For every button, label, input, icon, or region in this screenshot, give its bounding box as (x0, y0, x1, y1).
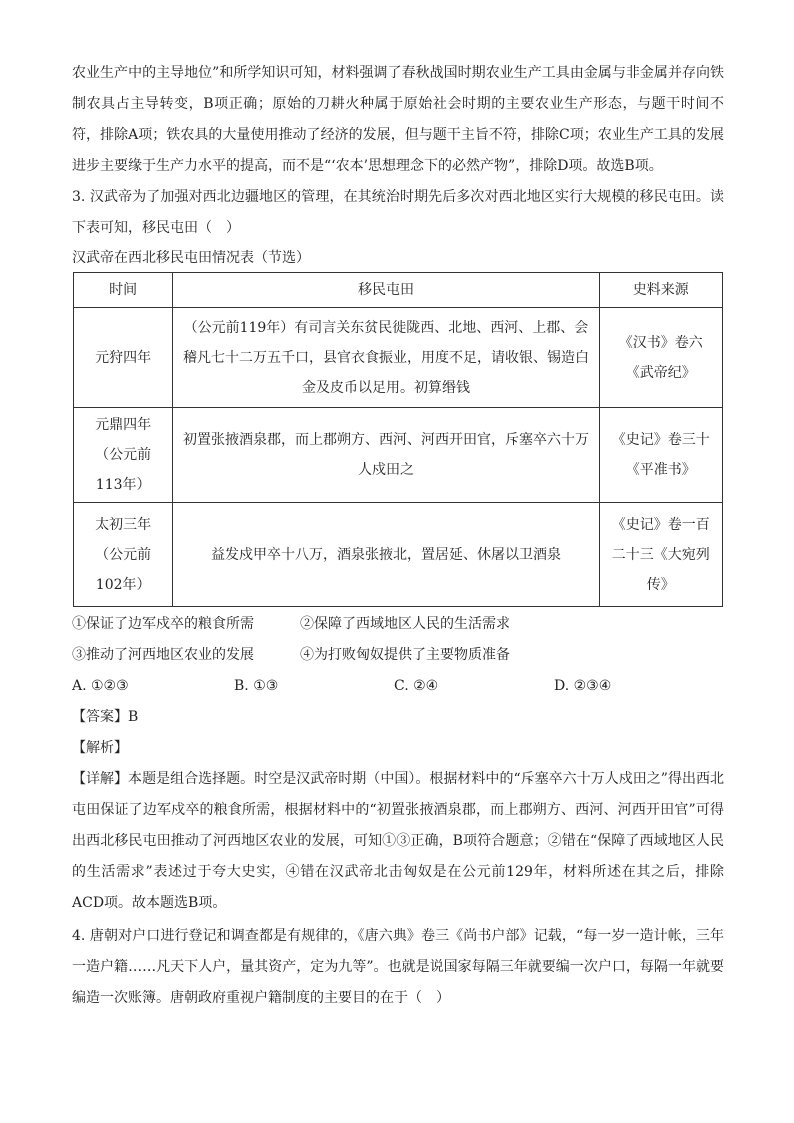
statement-4: ④为打败匈奴提供了主要物质准备 (300, 647, 510, 663)
table-header-row (74, 273, 723, 308)
table-row (74, 308, 723, 408)
header-time: 时间 (74, 273, 173, 308)
cell-content: 益发戍甲卒十八万，酒泉张掖北，置居延、休屠以卫酒泉 (173, 503, 599, 607)
statement-2: ②保障了西域地区人民的生活需求 (300, 616, 510, 632)
table-row (74, 408, 723, 503)
cell-source: 《史记》卷一百二十三《大宛列传》 (599, 503, 722, 607)
table-caption: 汉武帝在西北移民屯田情况表（节选） (72, 250, 310, 266)
statement-3: ③推动了河西地区农业的发展 (72, 647, 254, 663)
cell-content: （公元前119年）有司言关东贫民徙陇西、北地、西河、上郡、会稽凡七十二万五千口，县官衣食振业，用度不足，请收银、锡造白金及皮币以足用。初算缗钱 (173, 308, 599, 408)
statement-1: ①保证了边军戍卒的粮食所需 (72, 616, 254, 632)
migration-table (73, 272, 723, 607)
cell-time: 元鼎四年（公元前113年） (74, 408, 173, 503)
cell-source: 《史记》卷三十《平准书》 (599, 408, 722, 503)
detail-paragraph: 【详解】本题是组合选择题。时空是汉武帝时期（中国）。根据材料中的“斥塞卒六十万人戍田之”得出西北屯田保证了边军戍卒的粮食所需，根据材料中的“初置张掖酒泉郡，而上郡朔方、西河、河西开田官”可得出西北移民屯田推动了河西地区农业的发展，可知①③正确，B项符合题意；②错在“保障了西域地区人民的生活需求”表述过于夸大史实，④错在汉武帝北击匈奴是在公元前129年，材料所述在其之后，排除ACD项。故本题选B项。 (72, 771, 724, 911)
answer-label: 【答案】B (72, 709, 139, 725)
header-content: 移民屯田 (173, 273, 599, 308)
cell-time: 元狩四年 (74, 308, 173, 408)
choice-d: D. ②③④ (554, 678, 612, 694)
header-source: 史料来源 (599, 273, 722, 308)
cell-content: 初置张掖酒泉郡，而上郡朔方、西河、河西开田官，斥塞卒六十万人戍田之 (173, 408, 599, 503)
table-row (74, 503, 723, 607)
analysis-label: 【解析】 (72, 740, 128, 756)
cell-time: 太初三年（公元前102年） (74, 503, 173, 607)
question-3-stem: 3. 汉武帝为了加强对西北边疆地区的管理，在其统治时期先后多次对西北地区实行大规模的移民屯田。读下表可知，移民屯田（ ） (72, 189, 724, 236)
document-page (72, 58, 724, 1014)
choice-a: A. ①②③ (72, 678, 129, 694)
intro-paragraph: 农业生产中的主导地位”和所学知识可知，材料强调了春秋战国时期农业生产工具由金属与非金属并存向铁制农具占主导转变，B项正确；原始的刀耕火种属于原始社会时期的主要农业生产形态，与题干时间不符，排除A项；铁农具的大量使用推动了经济的发展，但与题干主旨不符，排除C项；农业生产工具的发展进步主要缘于生产力水平的提高，而不是“‘农本’思想理念下的必然产物”，排除D项。故选B项。 (72, 65, 724, 174)
answer-choices (72, 671, 724, 702)
question-4-stem: 4. 唐朝对户口进行登记和调查都是有规律的，《唐六典》卷三《尚书户部》记载，“每一岁一造计帐，三年一造户籍……凡天下人户，量其资产，定为九等”。也就是说国家每隔三年就要编一次户口，每隔一年就要编造一次账簿。唐朝政府重视户籍制度的主要目的在于（ ） (72, 928, 724, 1006)
choice-b: B. ①③ (234, 678, 279, 694)
cell-source: 《汉书》卷六《武帝纪》 (599, 308, 722, 408)
choice-c: C. ②④ (394, 678, 439, 694)
statements (72, 609, 724, 671)
